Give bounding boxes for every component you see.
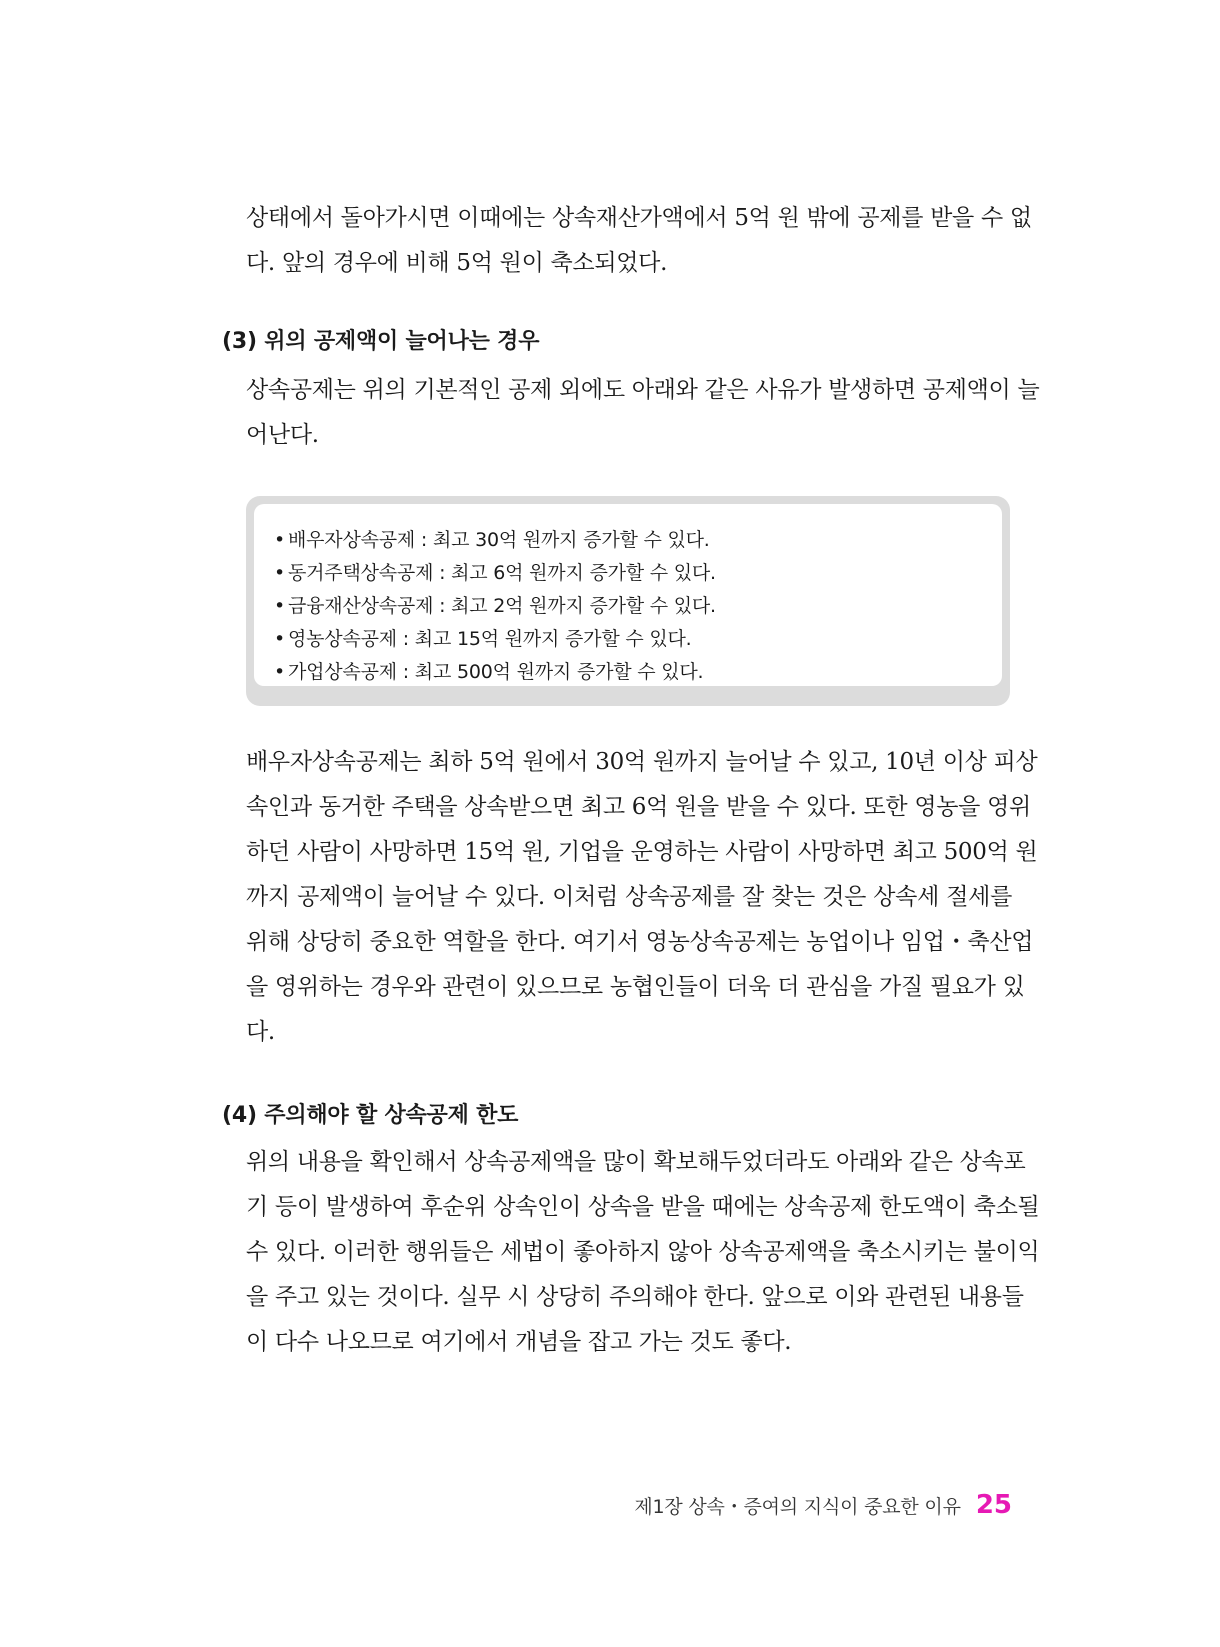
explanation-line: 을 영위하는 경우와 관련이 있으므로 농협인들이 더욱 더 관심을 가질 필요가 있 xyxy=(246,974,1025,1000)
section-3-line: 상속공제는 위의 기본적인 공제 외에도 아래와 같은 사유가 발생하면 공제액이 늘 xyxy=(246,377,1040,403)
page-footer xyxy=(634,1490,1012,1520)
list-item-text: 금융재산상속공제 : 최고 2억 원까지 증가할 수 있다. xyxy=(288,595,716,617)
bullet-icon: • xyxy=(274,562,286,584)
intro-paragraph xyxy=(246,196,1032,286)
bullet-icon: • xyxy=(274,595,286,617)
section-4-line: 을 주고 있는 것이다. 실무 시 상당히 주의해야 한다. 앞으로 이와 관련된 내용들 xyxy=(246,1284,1024,1310)
bullet-icon: • xyxy=(274,661,286,683)
section-4-line: 수 있다. 이러한 행위들은 세법이 좋아하지 않아 상속공제액을 축소시키는 불이익 xyxy=(246,1239,1040,1265)
section-4-heading: (4) 주의해야 할 상속공제 한도 xyxy=(222,1103,519,1128)
section-4-line: 기 등이 발생하여 후순위 상속인이 상속을 받을 때에는 상속공제 한도액이 축소될 xyxy=(246,1194,1040,1220)
section-4-paragraph xyxy=(246,1140,1040,1365)
intro-line: 다. 앞의 경우에 비해 5억 원이 축소되었다. xyxy=(246,250,668,276)
explanation-line: 다. xyxy=(246,1019,275,1045)
explanation-line: 위해 상당히 중요한 역할을 한다. 여기서 영농상속공제는 농업이나 임업・축산업 xyxy=(246,929,1034,955)
list-item-text: 영농상속공제 : 최고 15억 원까지 증가할 수 있다. xyxy=(288,628,692,650)
bullet-icon: • xyxy=(274,529,286,551)
page-number: 25 xyxy=(975,1490,1012,1520)
section-3-line: 어난다. xyxy=(246,422,319,448)
list-item xyxy=(274,623,1002,656)
list-item xyxy=(274,590,1002,623)
list-item-text: 가업상속공제 : 최고 500억 원까지 증가할 수 있다. xyxy=(288,661,704,683)
list-item xyxy=(274,557,1002,590)
explanation-line: 속인과 동거한 주택을 상속받으면 최고 6억 원을 받을 수 있다. 또한 영농을 영위 xyxy=(246,794,1031,820)
deduction-summary-list xyxy=(254,504,1002,686)
section-3-heading: (3) 위의 공제액이 늘어나는 경우 xyxy=(222,329,540,354)
list-item xyxy=(274,656,1002,689)
explanation-line: 배우자상속공제는 최하 5억 원에서 30억 원까지 늘어날 수 있고, 10년 이상 피상 xyxy=(246,749,1038,775)
section-4-line: 위의 내용을 확인해서 상속공제액을 많이 확보해두었더라도 아래와 같은 상속포 xyxy=(246,1149,1026,1175)
explanation-line: 까지 공제액이 늘어날 수 있다. 이처럼 상속공제를 잘 찾는 것은 상속세 절세를 xyxy=(246,884,1012,910)
intro-line: 상태에서 돌아가시면 이때에는 상속재산가액에서 5억 원 밖에 공제를 받을 수 없 xyxy=(246,205,1032,231)
explanation-paragraph xyxy=(246,740,1038,1055)
chapter-title: 제1장 상속・증여의 지식이 중요한 이유 xyxy=(634,1496,961,1518)
explanation-line: 하던 사람이 사망하면 15억 원, 기업을 운영하는 사람이 사망하면 최고 500억 원 xyxy=(246,839,1038,865)
bullet-icon: • xyxy=(274,628,286,650)
list-item xyxy=(274,524,1002,557)
section-4-line: 이 다수 나오므로 여기에서 개념을 잡고 가는 것도 좋다. xyxy=(246,1329,792,1355)
deduction-summary-box xyxy=(246,496,1010,706)
section-3-paragraph xyxy=(246,368,1040,458)
list-item-text: 배우자상속공제 : 최고 30억 원까지 증가할 수 있다. xyxy=(288,529,710,551)
list-item-text: 동거주택상속공제 : 최고 6억 원까지 증가할 수 있다. xyxy=(288,562,716,584)
